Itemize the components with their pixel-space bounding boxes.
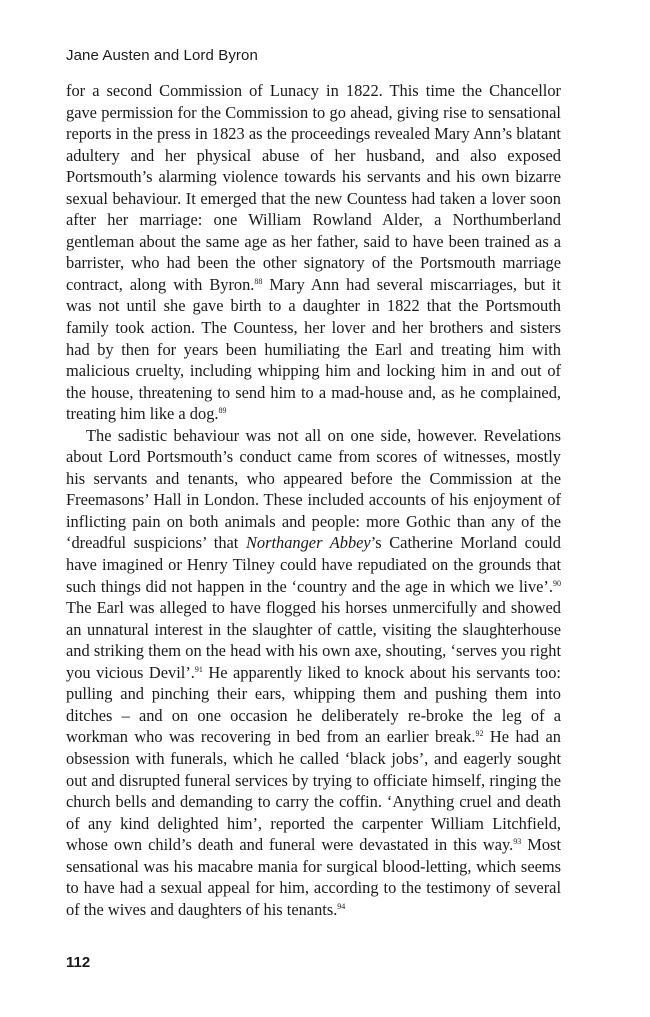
paragraph-text: The Earl was alleged to have flogged his horses unmercifully and showed an unnatural interest in the slaughter of cattle, visiting the slaughterhouse and striking them on the head with his own axe, shouting, ‘serves you right you vicious Devil’. xyxy=(66,598,561,682)
paragraph-2 xyxy=(66,425,561,921)
endnote-ref-91[interactable]: 91 xyxy=(194,664,203,674)
body-text xyxy=(66,80,561,920)
paragraph-text: Mary Ann had several miscarriages, but it was not until she gave birth to a daughter in 1822 that the Portsmouth family took action. The Countess, her lover and her brothers and sisters had by then for years been humiliating the Earl and treating him with malicious cruelty, including whipping him and locking him in and out of the house, threatening to send him to a mad-house and, as he complained, treating him like a dog. xyxy=(66,274,561,424)
book-title: Northanger Abbey xyxy=(245,533,371,553)
paragraph-text: for a second Commission of Lunacy in 1822. This time the Chancellor gave permission for the Commission to go ahead, giving rise to sensational reports in the press in 1823 as the proceedings revealed Mary Ann’s blatant adultery and her physical abuse of her husband, and also exposed Portsmouth’s alarming violence towards his servants and his own bizarre sexual behaviour. It emerged that the new Countess had taken a lover soon after her marriage: one William Rowland Alder, a Northumberland gentleman about the same age as her father, said to have been trained as a barrister, who had been the other signatory of the Portsmouth marriage contract, along with Byron. xyxy=(66,81,561,294)
endnote-ref-90[interactable]: 90 xyxy=(553,578,561,588)
paragraph-text: He apparently liked to knock about his servants too: pulling and pinching their ears, whipping them and pushing them into ditches – and on one occasion he deliberately re-broke the leg of a workman who was recovering in bed from an earlier break. xyxy=(66,662,561,747)
endnote-ref-92[interactable]: 92 xyxy=(475,729,484,739)
page-number: 112 xyxy=(66,954,91,971)
endnote-ref-89[interactable]: 89 xyxy=(218,406,227,416)
paragraph-text: The sadistic behaviour was not all on one side, however. Revelations about Lord Portsmouth’s conduct came from scores of witnesses, mostly his servants and tenants, who appeared before the Commission at the Freemasons’ Hall in London. These included accounts of his enjoyment of inflicting pain on both animals and people: more Gothic than any of the ‘dreadful suspicions’ that xyxy=(66,425,561,553)
paragraph-text: He had an obsession with funerals, which he called ‘black jobs’, and eagerly sought out and disrupted funeral services by trying to officiate himself, ringing the church bells and demanding to carry the coffin. ‘Anything cruel and death of any kind delighted him’, reported the carpenter William Litchfield, whose own child’s death and funeral were devastated in this way. xyxy=(66,727,562,855)
endnote-ref-93[interactable]: 93 xyxy=(513,837,522,847)
endnote-ref-88[interactable]: 88 xyxy=(254,276,263,286)
endnote-ref-94[interactable]: 94 xyxy=(337,901,346,911)
paragraph-1 xyxy=(66,80,561,425)
paragraph-text: ’s Catherine Morland could have imagined or Henry Tilney could have repudiated on the grounds that such things did not happen in the ‘country and the age in which we live’. xyxy=(66,533,561,596)
paragraph-text: Most sensational was his macabre mania for surgical blood-letting, which seems to have had a sexual appeal for him, according to the testimony of several of the wives and daughters of his tenants. xyxy=(66,835,561,919)
running-head: Jane Austen and Lord Byron xyxy=(66,47,258,64)
